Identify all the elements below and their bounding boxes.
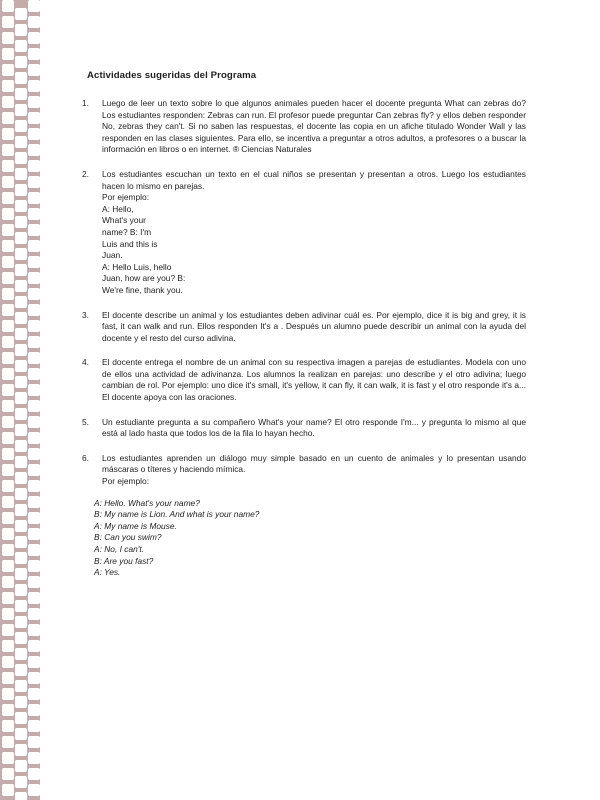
border-tile [28, 624, 40, 636]
border-tile [15, 184, 27, 196]
border-tile [28, 480, 40, 492]
border-tile [28, 336, 40, 348]
border-tile [2, 48, 14, 60]
activity-item-3 [82, 310, 526, 345]
border-tile [15, 552, 27, 564]
dialog-line: B: Are you fast? [94, 555, 154, 566]
dialog-block [94, 498, 526, 579]
border-tile [28, 528, 40, 540]
border-tile [2, 608, 14, 620]
border-tile [28, 320, 40, 332]
border-tile [15, 200, 27, 212]
page-title: Actividades sugeridas del Programa [87, 70, 257, 81]
border-tile [28, 0, 40, 12]
border-tile [2, 336, 14, 348]
border-tile [15, 600, 27, 612]
dialog-line: B: Can you swim? [94, 532, 162, 543]
item-intro: Los estudiantes aprenden un diálogo muy simple basado en un cuento de animales y lo presentan usando máscaras o títeres y haciendo mímica. [102, 452, 526, 475]
border-tile [2, 112, 14, 124]
border-tile [28, 352, 40, 364]
border-tile [2, 80, 14, 92]
border-tile [15, 344, 27, 356]
activity-item-6 [82, 453, 526, 579]
border-tile [2, 176, 14, 188]
border-tile [2, 768, 14, 780]
border-tile [15, 360, 27, 372]
border-tile [28, 736, 40, 748]
border-tile [28, 192, 40, 204]
border-tile [28, 128, 40, 140]
border-tile [15, 168, 27, 180]
item-number: 4. [82, 357, 89, 368]
border-tile [2, 240, 14, 252]
border-tile [15, 328, 27, 340]
border-tile [2, 288, 14, 300]
border-tile [28, 544, 40, 556]
border-tile [15, 664, 27, 676]
border-tile [2, 128, 14, 140]
border-tile [15, 504, 27, 516]
border-tile [28, 144, 40, 156]
dialog-line: A: No, I can't. [94, 544, 145, 554]
border-tile [15, 568, 27, 580]
border-tile [2, 192, 14, 204]
border-tile [15, 520, 27, 532]
border-tile [28, 416, 40, 428]
border-tile [28, 384, 40, 396]
border-tile [28, 160, 40, 172]
border-tile [2, 320, 14, 332]
item-intro: Los estudiantes escuchan un texto en el cual niños se presentan y presentan a otros. Luego los estudiantes hacen lo mismo en parejas. [102, 168, 526, 191]
border-tile [28, 96, 40, 108]
border-tile [28, 752, 40, 764]
border-tile [28, 688, 40, 700]
border-tile [28, 640, 40, 652]
border-tile [28, 704, 40, 716]
border-tile [28, 512, 40, 524]
border-tile [2, 16, 14, 28]
border-tile [2, 560, 14, 572]
border-tile [15, 488, 27, 500]
border-tile [28, 288, 40, 300]
border-tile [2, 96, 14, 108]
border-tile [2, 544, 14, 556]
border-tile [2, 752, 14, 764]
border-tile [15, 248, 27, 260]
border-tile [2, 656, 14, 668]
example-line: A: Hello, What's your name? B: I'm Luis and this is Juan. [102, 203, 158, 261]
border-tile [2, 576, 14, 588]
border-tile [28, 656, 40, 668]
border-tile [15, 712, 27, 724]
border-tile [2, 688, 14, 700]
border-tile [15, 312, 27, 324]
border-tile [15, 296, 27, 308]
border-tile [28, 560, 40, 572]
border-tile [2, 64, 14, 76]
item-number: 1. [82, 98, 89, 108]
border-tile [15, 104, 27, 116]
border-tile [2, 432, 14, 444]
document-content [82, 70, 526, 592]
border-tile [28, 48, 40, 60]
border-tile [15, 280, 27, 292]
border-tile [15, 456, 27, 468]
border-tile [28, 464, 40, 476]
border-tile [28, 224, 40, 236]
item-number: 2. [82, 168, 89, 179]
border-tile [2, 160, 14, 172]
border-tile [15, 24, 27, 36]
border-tile [15, 472, 27, 484]
border-tile [28, 608, 40, 620]
border-tile [2, 672, 14, 684]
border-tile [15, 392, 27, 404]
border-tile [2, 32, 14, 44]
border-tile [15, 216, 27, 228]
border-tile [15, 680, 27, 692]
item-text: Luego de leer un texto sobre lo que algunos animales pueden hacer el docente pregunta What can zebras do? Los estudiantes responden: Zebras can run. El profesor puede preguntar Can zebras fly? y ellos deben responder No, zebras they can't. Si no saben las respuestas, el docente las copia en un afiche titulado Wonder Wall y las responden en las clases siguientes. Para ello, se incentiva a preguntar a otros adultos, a profesores o a buscar la información en libros o en internet. ® Ciencias Naturales [102, 98, 526, 155]
border-tile [28, 240, 40, 252]
border-tile [15, 744, 27, 756]
border-tile [15, 88, 27, 100]
item-body [102, 169, 526, 297]
border-tile [15, 120, 27, 132]
activity-item-5 [82, 417, 526, 440]
border-tile [15, 424, 27, 436]
border-tile [28, 768, 40, 780]
border-tile [15, 760, 27, 772]
border-tile [2, 592, 14, 604]
border-tile [2, 352, 14, 364]
border-tile [2, 480, 14, 492]
activity-item-2 [82, 169, 526, 297]
border-tile [2, 144, 14, 156]
border-tile [15, 616, 27, 628]
border-tile [2, 624, 14, 636]
decorative-left-border [0, 0, 40, 800]
border-tile [2, 304, 14, 316]
border-tile [2, 512, 14, 524]
border-tile [15, 40, 27, 52]
border-tile [2, 528, 14, 540]
border-tile [15, 792, 27, 800]
border-tile [2, 368, 14, 380]
border-tile [2, 0, 14, 12]
border-tile [28, 176, 40, 188]
item-text: El docente entrega el nombre de un animal con su respectiva imagen a parejas de estudiantes. Modela con uno de ellos una actividad de adivinanza. Los alumnos la realizan en parejas: uno describe y el otro adivina; luego cambian de rol. Por ejemplo: uno dice it's small, it's yellow, it can fly, it can walk, it is fast y el otro responde it's a... El docente apoya con las oraciones. [102, 357, 526, 403]
border-tile [2, 704, 14, 716]
border-tile [28, 16, 40, 28]
border-tile [2, 496, 14, 508]
border-tile [15, 264, 27, 276]
border-tile [28, 672, 40, 684]
item-number: 6. [82, 452, 89, 463]
border-tile [28, 208, 40, 220]
border-tile [15, 136, 27, 148]
border-tile [2, 272, 14, 284]
border-tile [2, 400, 14, 412]
dialog-line: B: My name is Lion. And what is your name? [94, 509, 260, 520]
border-tile [15, 536, 27, 548]
border-tile [28, 304, 40, 316]
border-tile [28, 432, 40, 444]
example-label: Por ejemplo: [102, 192, 150, 203]
dialog-line: A: Hello. What's your name? [94, 497, 200, 508]
border-tile [15, 232, 27, 244]
border-tile [28, 272, 40, 284]
border-tile [15, 584, 27, 596]
border-tile [28, 784, 40, 796]
border-tile [28, 112, 40, 124]
border-tile [28, 368, 40, 380]
border-tile [28, 720, 40, 732]
border-tile [15, 376, 27, 388]
item-number: 3. [82, 309, 89, 320]
border-tile [15, 152, 27, 164]
border-tile [15, 728, 27, 740]
border-tile [28, 592, 40, 604]
border-tile [28, 32, 40, 44]
border-tile [28, 576, 40, 588]
border-tile [15, 648, 27, 660]
example-line: A: Hello Luis, hello Juan, how are you? B: We're fine, thank you. [102, 261, 186, 295]
border-tile [28, 256, 40, 268]
border-tile [28, 400, 40, 412]
border-tile [2, 256, 14, 268]
border-tile [2, 640, 14, 652]
border-tile [15, 632, 27, 644]
item-text: Un estudiante pregunta a su compañero What's your name? El otro responde I'm... y pregunta lo mismo al que está al lado hasta que todos los de la fila lo hayan hecho. [102, 416, 526, 439]
border-tile [2, 224, 14, 236]
border-tile [15, 696, 27, 708]
item-body [102, 453, 526, 488]
border-tile [15, 56, 27, 68]
border-tile [15, 72, 27, 84]
dialog-line: A: My name is Mouse. [94, 520, 177, 531]
border-tile [28, 448, 40, 460]
border-tile [28, 496, 40, 508]
item-text: El docente describe un animal y los estudiantes deben adivinar cuál es. Por ejemplo, dice it is big and grey, it is fast, it can walk and run. Ellos responden It's a . Después un alumno puede describir un animal con la ayuda del docente y el resto del curso adivina. [102, 309, 526, 343]
border-tile [15, 776, 27, 788]
border-tile [2, 416, 14, 428]
border-tile [2, 784, 14, 796]
activity-item-1 [82, 98, 526, 156]
border-tile [28, 80, 40, 92]
border-tile [15, 408, 27, 420]
border-tile [15, 8, 27, 20]
border-tile [2, 448, 14, 460]
item-number: 5. [82, 416, 89, 427]
example-label: Por ejemplo: [102, 476, 150, 487]
activity-item-4 [82, 357, 526, 403]
dialog-line: A: Yes. [94, 567, 121, 578]
border-tile [15, 440, 27, 452]
border-tile [2, 208, 14, 220]
border-tile [2, 464, 14, 476]
border-tile [2, 384, 14, 396]
border-tile [2, 736, 14, 748]
border-tile [28, 64, 40, 76]
border-tile [2, 720, 14, 732]
